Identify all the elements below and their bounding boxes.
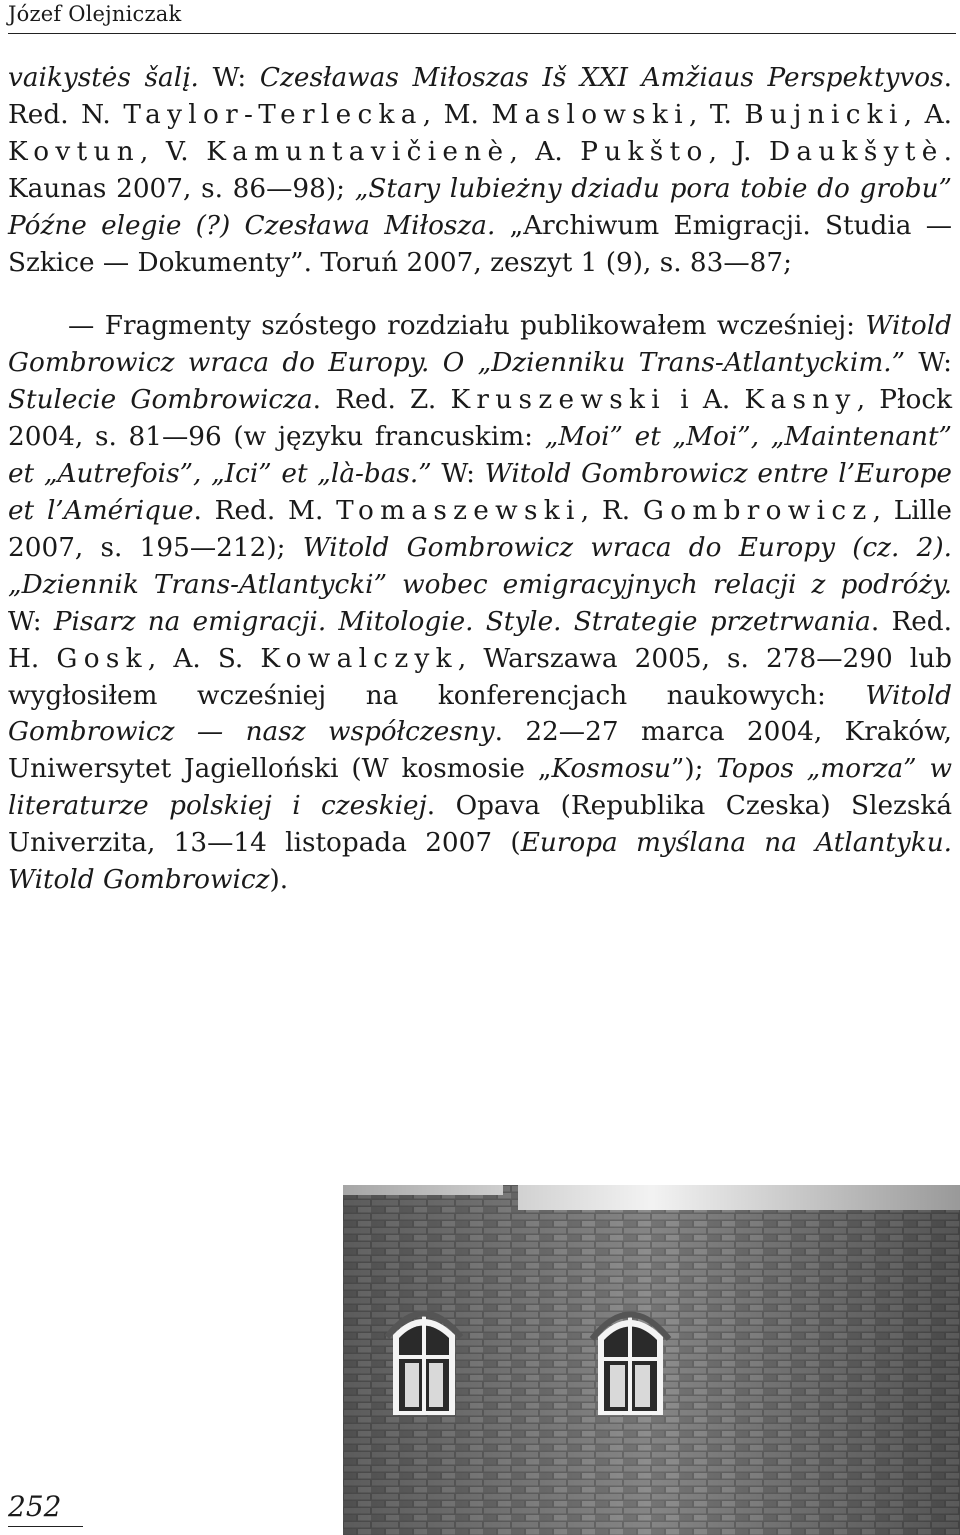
text-span: ). <box>269 865 289 896</box>
text-span: , M. <box>422 99 492 130</box>
author-name: Kasny <box>744 385 857 416</box>
text-span: , Warszawa 2005, s. 278—290 lub wygłosiłem wcześniej na konferencjach naukowych: <box>8 643 952 711</box>
author-name: Kamuntavičienè <box>206 136 510 167</box>
text-span: Witold Gombrowicz entre l’Europe et l’Amérique <box>8 459 952 526</box>
header-rule <box>8 33 956 34</box>
author-name: Bujnicki <box>744 99 904 130</box>
text-span: Witold Gombrowicz — nasz współczesny <box>8 680 952 748</box>
text-span: Kosmosu <box>551 754 671 785</box>
text-span: W: <box>8 606 54 637</box>
text-span: „Stary lubieżny dziadu pora tobie do grobu” Późne elegie (?) Czesława Miłosza. <box>8 173 952 241</box>
text-span: . Red. H. <box>8 606 952 674</box>
brick-wall-windows-photo <box>343 1185 960 1535</box>
text-span: . Kaunas 2007, s. 86—98); <box>8 136 952 204</box>
text-span: Witold Gombrowicz wraca do Europy (cz. 2). „Dziennik Trans-Atlantycki” wobec emigracyjnych relacji z podróży. <box>8 532 952 600</box>
text-span: . Red. Z. <box>312 385 451 416</box>
paragraph-2 <box>8 308 952 899</box>
body-text <box>8 60 952 899</box>
text-span: Pisarz na emigracji. Mitologie. Style. Strategie przetrwania <box>53 606 871 637</box>
text-span: , Płock 2004, s. 81—96 (w języku francuskim: <box>8 385 953 453</box>
text-span: , A. <box>903 99 952 130</box>
text-span: , V. <box>139 136 207 167</box>
author-name: Gosk <box>56 643 148 674</box>
text-span: — Fragmenty szóstego rozdziału publikowałem wcześniej: <box>68 311 866 342</box>
window-left <box>393 1315 455 1415</box>
author-name: Kruszewski <box>450 385 667 416</box>
text-span: Witold Gombrowicz wraca do Europy. O „Dzienniku Trans-Atlantyckim.” <box>8 311 952 379</box>
author-name: Taylor-Terlecka <box>123 99 423 130</box>
text-span: W: <box>431 459 485 490</box>
page-number: 252 <box>8 1490 62 1523</box>
paragraph-1 <box>8 60 952 281</box>
text-span: , A. S. <box>147 643 261 674</box>
text-span: Europa myślana na Atlantyku. Witold Gombrowicz <box>8 828 952 896</box>
text-span: Topos „morza” w literaturze polskiej i czeskiej <box>8 754 952 822</box>
author-name: Daukšytè <box>769 136 944 167</box>
text-span: . 22—27 marca 2004, Kraków, Uniwersytet Jagielloński (W kosmosie „ <box>8 717 952 785</box>
text-span: . Opava (Republika Czeska) Slezská Univerzita, 13—14 listopada 2007 ( <box>8 791 953 859</box>
author-name: Gombrowicz <box>642 495 873 526</box>
text-span: „Archiwum Emigracji. Studia — Szkice — Dokumenty”. Toruń 2007, zeszyt 1 (9), s. 83—87; <box>8 210 952 278</box>
author-name: Kovtun <box>8 136 140 167</box>
text-span: , Lille 2007, s. 195—212); <box>8 495 952 563</box>
text-span: Czesławas Miłoszas Iš XXI Amžiaus Perspektyvos <box>259 63 944 93</box>
photo-illustration <box>343 1185 960 1535</box>
text-span: , R. <box>580 495 643 526</box>
text-span: W: <box>905 348 953 379</box>
text-span: , J. <box>708 136 770 167</box>
text-span: , A. <box>509 136 581 167</box>
text-span: ”); <box>670 754 717 785</box>
author-name: Pukšto <box>580 136 709 167</box>
text-span: . Red. N. <box>8 63 952 130</box>
running-head-author: Józef Olejniczak <box>8 2 182 26</box>
text-span: i A. <box>666 385 745 416</box>
text-span: „Moi” et „Moi”, „Maintenant” et „Autrefois”, „Ici” et „là-bas.” <box>8 422 953 490</box>
author-name: Maslowski <box>491 99 689 130</box>
author-name: Tomaszewski <box>336 495 581 526</box>
text-span: W: <box>198 63 260 93</box>
page-number-rule <box>8 1526 83 1527</box>
window-right <box>598 1315 663 1415</box>
text-span: vaikystės šalį. <box>8 63 199 93</box>
text-span: Stulecie Gombrowicza <box>8 385 313 416</box>
author-name: Kowalczyk <box>260 643 458 674</box>
text-span: , T. <box>688 99 745 130</box>
text-span: . Red. M. <box>193 495 337 526</box>
